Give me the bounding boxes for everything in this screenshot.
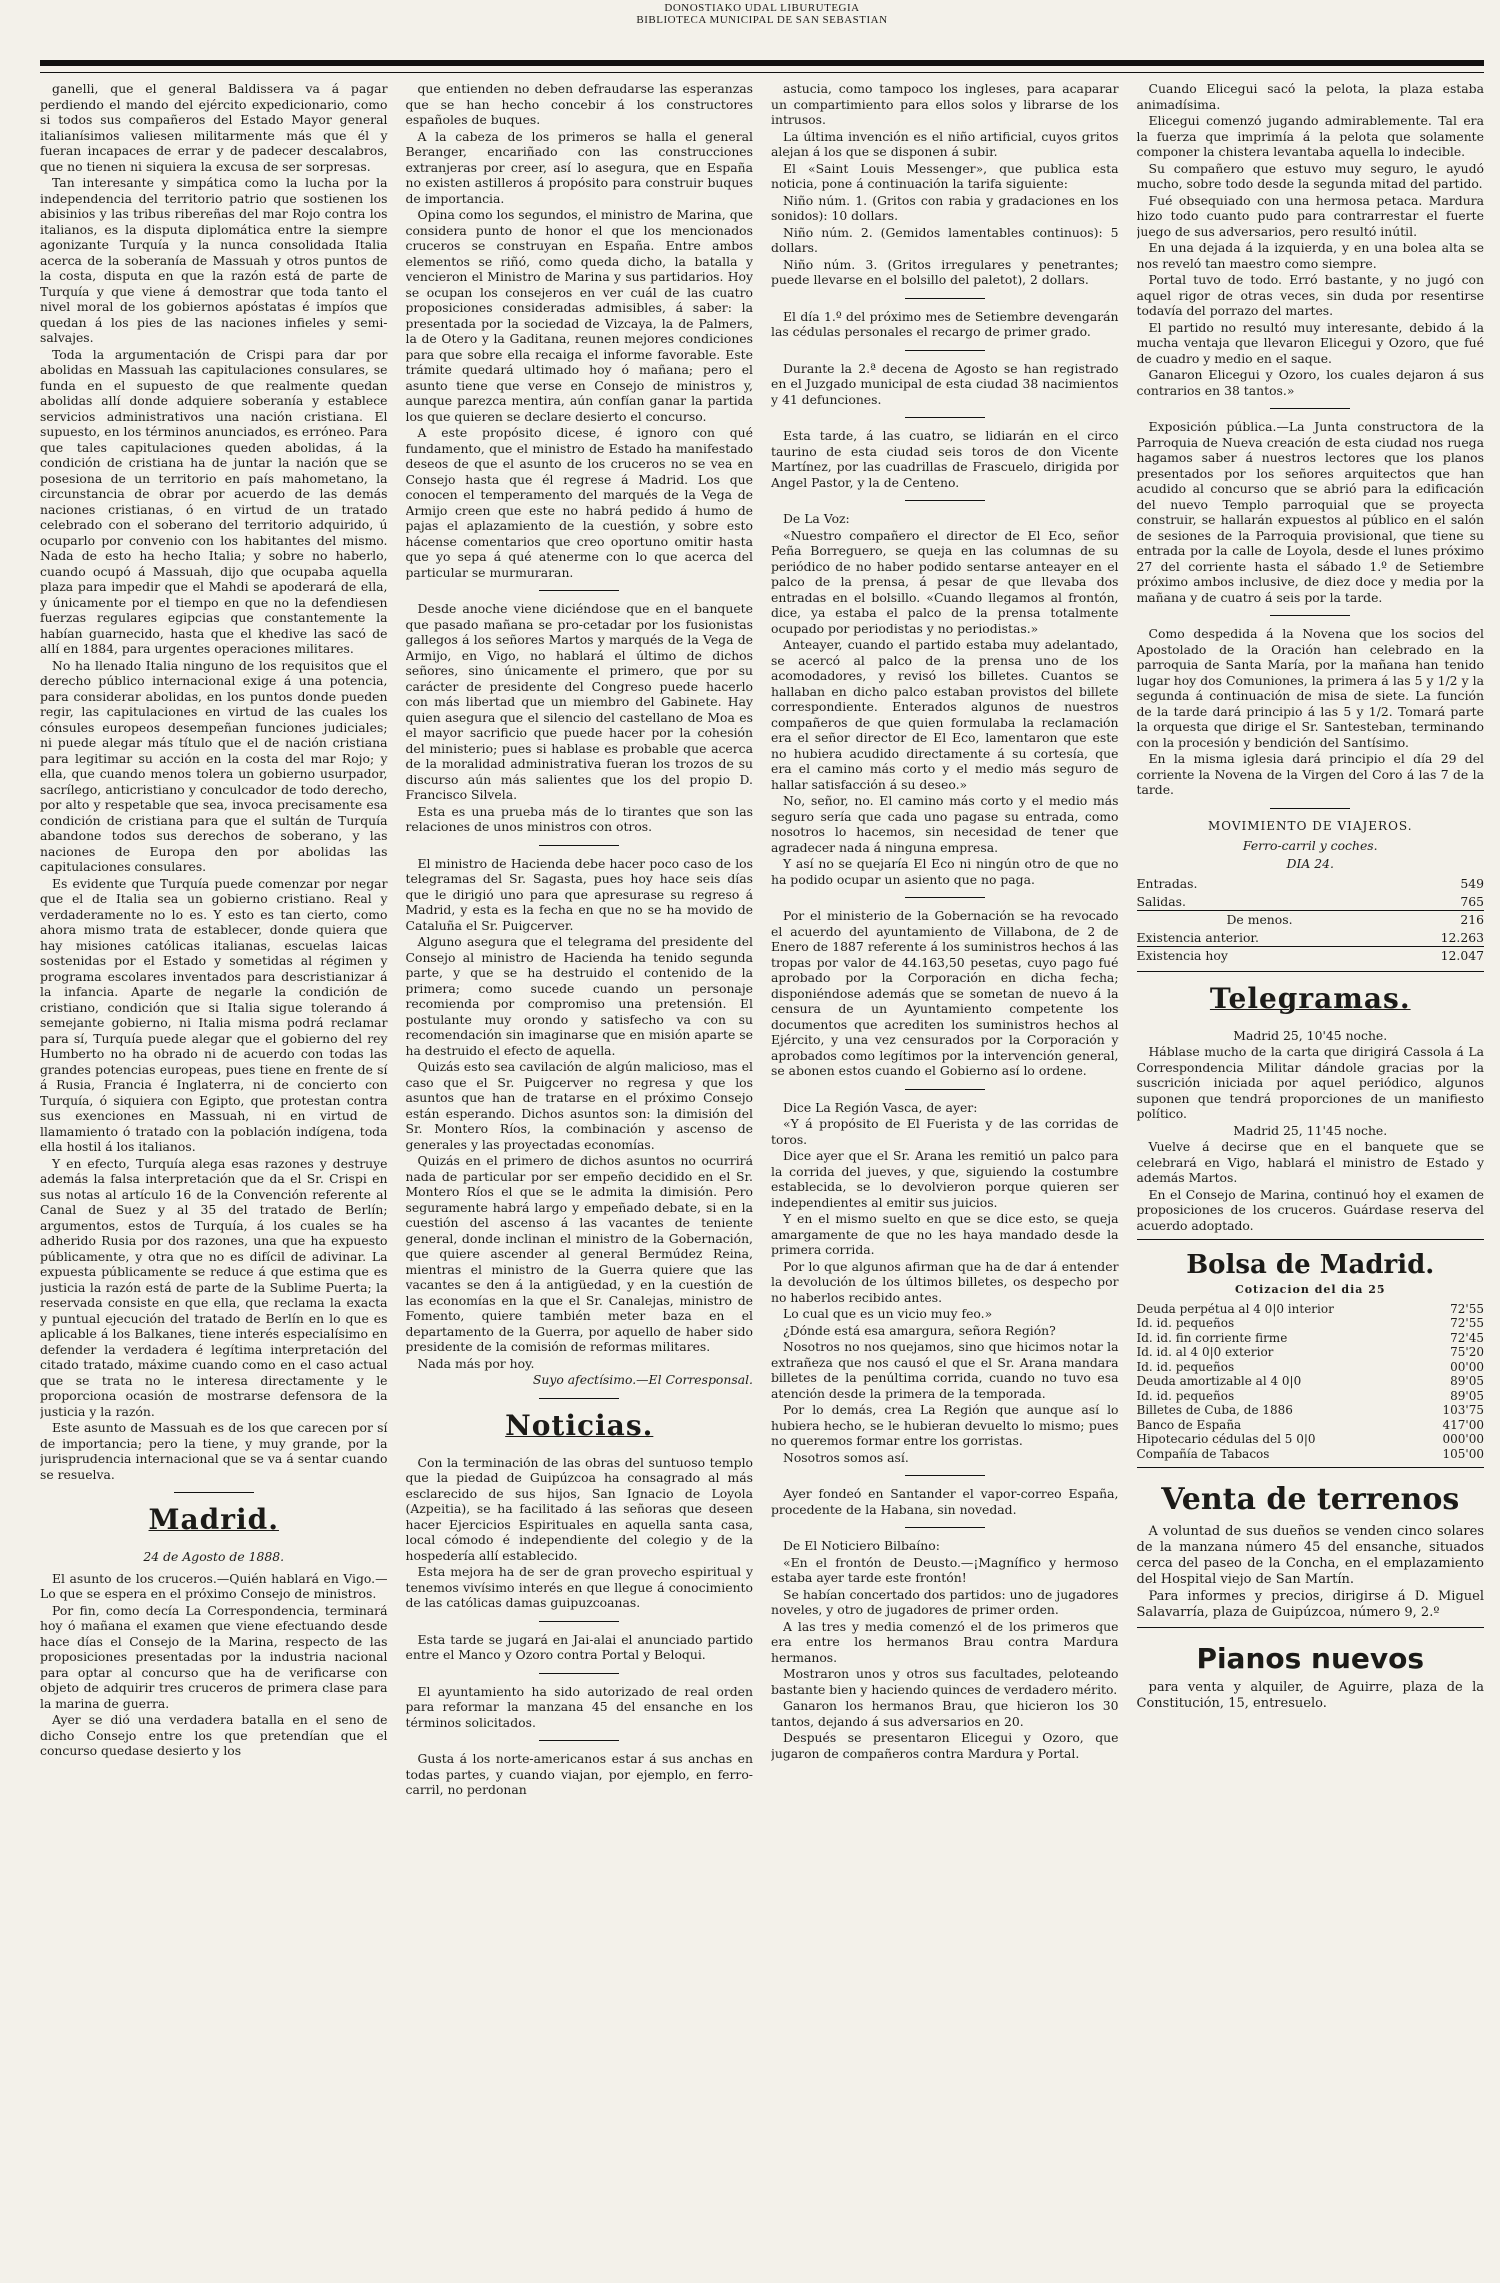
paragraph: Ayer fondeó en Santander el vapor-correo España, procedente de la Habana, sin novedad. [771, 1486, 1119, 1517]
table-row [1137, 1447, 1485, 1462]
paragraph: Después se presentaron Elicegui y Ozoro, que jugaron de compañeros contra Mardura y Portal. [771, 1730, 1119, 1761]
paragraph: Como despedida á la Novena que los socios del Apostolado de la Oración han celebrado en la parroquia de Santa María, por la mañana han tenido lugar hoy dos Comuniones, la primera á las 5 y 1/2 y la segunda á continuación de misa de siete. La función de la tarde dará principio á las 5 y 1/2. Tomará parte la orquesta que dirige el Sr. Santesteban, terminando con la procesión y bendición del Santísimo. [1136, 626, 1484, 750]
paragraph: Es evidente que Turquía puede comenzar por negar que el de Italia sea un gobierno cristiano. Real y verdaderamente no lo es. Y esto es tan cierto, como ahora mismo trata de establecer, donde quiera que hay misiones católicas italianas, escuelas laicas sostenidas por el Estado y sometidas al régimen y programa escolares inventados para descristianizar á la infancia. Aparte de negarle la condición de cristiano, condición que si Italia sigue tolerando á semejante gobierno, ni Italia misma podrá reclamar para sí, Turquía puede alegar que el gobierno del rey Humberto no ha obrado ni de acuerdo con todas las grandes potencias europeas, pues tiene en frente de sí á Rusia, Francia é Inglaterra, ni de concierto con Turquía, ó siquiera con Egipto, que protestan contra sus exenciones en Massuah, ni en virtud de llamamiento ó tratado con la población indígena, toda ella hostil á los italianos. [40, 875, 388, 1154]
paragraph: Este asunto de Massuah es de los que carecen por sí de importancia; pero la tiene, y muy grande, por la jurisprudencia internacional que se va á sentar cuando se resuelva. [40, 1420, 388, 1482]
ad-venta-body: A voluntad de sus dueños se venden cinco solares de la manzana número 45 del ensanche, situados cerca del paseo de la Concha, en el emplazamiento del Hospital viejo de San Martín. [1136, 1524, 1484, 1587]
paragraph: Quizás en el primero de dichos asuntos no ocurrirá nada de particular por ser empeño decidido en el Sr. Montero Ríos el que se le admita la dimisión. Pero seguramente habrá largo y empeñado debate, si en la cuestión del ascenso á las vacantes de teniente general, donde inclinan el ministro de la Gobernación, que quiere ascender al general Bermúdez Reina, mientras el ministro de la Guerra quiere que las vacantes se den á la antigüedad, y en la cuestión de las economías en la que el Sr. Canalejas, ministro de Fomento, quiere también meter baza en el departamento de la Guerra, por aquello de haber sido presidente de la comisión de reformas militares. [405, 1153, 753, 1354]
section-heading-telegramas: Telegramas. [1209, 981, 1411, 1015]
paragraph: Ganaron Elicegui y Ozoro, los cuales dejaron á sus contrarios en 38 tantos.» [1136, 367, 1484, 398]
row-value: 216 [1408, 911, 1484, 929]
table-row [1137, 1331, 1485, 1346]
row-label: Id. id. al 4 0|0 exterior [1136, 1345, 1274, 1359]
separator [905, 500, 985, 501]
paragraph: Nosotros somos así. [783, 1449, 909, 1465]
library-header [40, 0, 1484, 26]
ad-pianos-body: para venta y alquiler, de Aguirre, plaza de la Constitución, 15, entresuelo. [1136, 1680, 1484, 1711]
paragraph: Cuando Elicegui sacó la pelota, la plaza estaba animadísima. [1136, 81, 1484, 112]
separator [1137, 971, 1485, 972]
paragraph: «Nuestro compañero el director de El Eco, señor Peña Borreguero, se queja en las columnas de su periódico de no haber podido sentarse anteayer en el palco de la prensa, á pesar de que llevaba dos entradas en el bolsillo. «Cuando llegamos al frontón, dice, ya estaba el palco de la prensa totalmente ocupado por periodistas y no periodistas.» [771, 527, 1119, 636]
row-value: 12.047 [1408, 947, 1484, 965]
row-label: Existencia hoy [1137, 947, 1409, 965]
paragraph: Dice ayer que el Sr. Arana les remitió un palco para la corrida del jueves, y que, siguiendo la costumbre establecida, se lo devolvieron porque quieren ser independientes al emitir sus juicios. [771, 1148, 1119, 1210]
table-row [1137, 1374, 1485, 1389]
table-row [1137, 1418, 1485, 1433]
paragraph: El día 1.º del próximo mes de Setiembre devengarán las cédulas personales el recargo de primer grado. [771, 308, 1119, 339]
columns [40, 81, 1484, 2271]
paragraph: Y en efecto, Turquía alega esas razones y destruye además la falsa interpretación que da el Sr. Crispi en sus notas al artículo 16 de la Convención referente al Canal de Suez y al 35 del tratado de Berlín; argumentos, estos de Turquía, á los cuales se ha adherido Rusia por dos razones, una que ha expuesto públicamente, y otra que no es difícil de adivinar. La expuesta públicamente se reduce á que estima que es justicia la razón está de parte de la Sublime Puerta; la reservada consiste en que ella, que reclama la exacta y puntual ejecución del tratado de Berlín en lo que es aplicable á los Balkanes, tiene interés especialísimo en defender la verdadera é legítima interpretación del citado tratado, máxime cuando como en el caso actual que se trata no le interesa directamente y le proporciona ocasión de mostrarse defensora de la justicia y la razón. [40, 1155, 388, 1419]
paragraph: El asunto de los cruceros.—Quién hablará en Vigo.—Lo que se espera en el próximo Consejo de ministros. [40, 1570, 388, 1601]
separator [539, 1740, 619, 1741]
paragraph: Exposición pública.—La Junta constructora de la Parroquia de Nueva creación de esta ciudad nos ruega hagamos saber á nuestros lectores que los planos presentados por los señores arquitectos que han acudido al concurso que se abrió para la edificación del nuevo Templo parroquial que se proyecta construir, se hallarán expuestos al público en el salón de sesiones de la Parroquia provisional, que tiene su entrada por la calle de Loyola, desde el lunes próximo 27 del corriente hasta el sábado 1.º de Setiembre próximo ambos inclusive, de diez doce y media por la mañana y de cuatro á seis por la tarde. [1136, 419, 1484, 605]
separator [905, 897, 985, 898]
separator [905, 1527, 985, 1528]
separator [905, 350, 985, 351]
row-value: 549 [1460, 876, 1484, 891]
ad-venta-contact: Para informes y precios, dirigirse á D. Miguel Salavarría, plaza de Guipúzcoa, número 9, 2.º [1136, 1589, 1484, 1620]
row-value: 103'75 [1442, 1403, 1484, 1417]
paragraph: A las tres y media comenzó el de los primeros que era entre los hermanos Brau contra Mardura hermanos. [771, 1618, 1119, 1665]
row-label: Deuda amortizable al 4 0|0 [1136, 1374, 1302, 1388]
col1-article [40, 81, 388, 1482]
paragraph: Por lo que algunos afirman que ha de dar á entender la devolución de los últimos billetes, os despecho por no haberlos recibido antes. [771, 1258, 1119, 1305]
row-value: 00'00 [1450, 1359, 1484, 1374]
separator [905, 298, 985, 299]
table-row [1137, 1432, 1485, 1447]
paragraph: A la cabeza de los primeros se halla el general Beranger, encariñado con las construcciones extranjeras por creer, así lo asegura, que en España no existen astilleros á propósito para construir buques de importancia. [405, 128, 753, 206]
separator [1270, 808, 1350, 809]
separator [905, 417, 985, 418]
bolsa-subtitle: Cotizacion del dia 25 [1234, 1283, 1386, 1296]
paragraph: que entienden no deben defraudarse las esperanzas que se han hecho concebir á los constructores españoles de buques. [405, 81, 753, 127]
top-rule-thin [40, 72, 1484, 73]
paragraph: Toda la argumentación de Crispi para dar por abolidas en Massuah las capitulaciones consulares, se funda en el supuesto de que realmente quedan abolidas allí donde adquiere soberanía y establece servicios administrativos una nación cristiana. El supuesto, en los términos anunciados, es erróneo. Para que tales capitulaciones queden abolidas, á la condición de cristiana ha de juntar la nación que se posesiona de un territorio en país mahometano, la circunstancia de obrar por acuerdo de las demás naciones cristianas, ó en virtud de un tratado celebrado con el soberano del territorio adquirido, ú ocuparlo por convenio con los habitantes del mismo. Nada de esto ha hecho Italia; y sobre no haberlo, cuando ocupó á Massuah, dijo que ocupaba aquella plaza para impedir que el Mahdi se apoderará de ella, y únicamente por el tiempo en que no la defendiesen fuerzas regulares egipcias que constantemente la habían guarnecido, hasta que el khedive las sacó de allí en 1884, para urgentes operaciones militares. [40, 346, 388, 656]
paragraph: Portal tuvo de todo. Erró bastante, y no jugó con aquel rigor de otras veces, sin duda por resentirse todavía del porrazo del martes. [1136, 272, 1484, 318]
paragraph: Quizás esto sea cavilación de algún malicioso, mas el caso que el Sr. Puigcerver no regresa y que los asuntos que han de tratarse en el próximo Consejo están esperando. Dichos asuntos son: la dimisión del Sr. Montero Ríos, la combinación y ascenso de generales y las proyectadas economías. [405, 1059, 753, 1152]
row-value: 12.263 [1440, 929, 1484, 945]
signoff: Suyo afectísimo.—El Corresponsal. [532, 1372, 753, 1387]
paragraph: En el Consejo de Marina, continuó hoy el examen de proposiciones de los cruceros. Guárdase reserva del acuerdo adoptado. [1136, 1186, 1484, 1233]
table-row [1137, 1316, 1485, 1331]
separator [539, 1398, 619, 1399]
section-heading-madrid: Madrid. [148, 1503, 279, 1536]
separator [539, 845, 619, 846]
paragraph: En una dejada á la izquierda, y en una bolea alta se nos reveló tan maestro como siempre. [1136, 240, 1484, 271]
separator [1137, 1627, 1485, 1628]
row-label: Id. id. pequeños [1136, 1359, 1235, 1374]
table-row [1137, 947, 1485, 965]
paragraph: Con la terminación de las obras del suntuoso templo que la piedad de Guipúzcoa ha consagrado al más esclarecido de sus hijos, San Ignacio de Loyola (Azpeitia), se ha facilitado á las señoras que deseen hacer Ejercicios Espirituales en aquella santa casa, local cómodo é independiente del colegio y de la hospedería allí establecido. [405, 1454, 753, 1563]
bolsa-title: Bolsa de Madrid. [1186, 1250, 1435, 1280]
paragraph: El ministro de Hacienda debe hacer poco caso de los telegramas del Sr. Sagasta, pues hoy hace seis días que le dirigió uno para que apresurase su regreso á Madrid, y esta es la fecha en que no se ha movido de Cataluña el Sr. Puigcerver. [405, 855, 753, 933]
row-value: 417'00 [1442, 1417, 1484, 1432]
paragraph: De La Voz: [783, 511, 850, 526]
paragraph: Por lo demás, crea La Región que aunque así lo hubiera hecho, se le hubieran devuelto lo mismo; pues no queremos formar entre los gorristas. [771, 1402, 1119, 1448]
paragraph: Niño núm. 3. (Gritos irregulares y penetrantes; puede llevarse en el bolsillo del paletot), 2 dollars. [771, 256, 1119, 287]
paragraph: astucia, como tampoco los ingleses, para acaparar un compartimiento para ellos solos y librarse de los intrusos. [771, 81, 1119, 127]
paragraph: Desde anoche viene diciéndose que en el banquete que pasado mañana se pro-cetadar por los fusionistas gallegos á los señores Martos y marqués de la Vega de Armijo, en Vigo, no hablará el último de dichos señores, sino únicamente el primero, que por su carácter de presidente del Congreso puede hacerlo con más libertad que un miembro del Gabinete. Hay quien asegura que el silencio del castellano de Moa es el mayor sacrificio que puede hacer por la cohesión del ministerio; pues si hablase es probable que acerca de la moralidad administrativa fueran los trozos de su discurso aún más salientes que los del propio D. Francisco Silvela. [405, 601, 753, 802]
paragraph: Mostraron unos y otros sus facultades, peloteando bastante bien y haciendo quinces de verdadero mérito. [771, 1666, 1119, 1697]
row-label: Compañía de Tabacos [1136, 1446, 1270, 1461]
ad-pianos-title: Pianos nuevos [1196, 1642, 1425, 1675]
paragraph: Ganaron los hermanos Brau, que hicieron los 30 tantos, dejando á sus adversarios en 20. [771, 1698, 1119, 1729]
table-row [1137, 1345, 1485, 1360]
column-4 [1137, 81, 1485, 2271]
paragraph: Fué obsequiado con una hermosa petaca. Mardura hizo todo cuanto pudo para contrarrestar el fuerte juego de sus adversarios, pero resultó inútil. [1136, 192, 1484, 239]
paragraph: Elicegui comenzó jugando admirablemente. Tal era la fuerza que imprimía á la pelota que solamente componer la chistera levantaba aquella lo indecible. [1136, 113, 1484, 159]
separator [539, 1621, 619, 1622]
paragraph: El ayuntamiento ha sido autorizado de real orden para reformar la manzana 45 del ensanche en los términos solicitados. [405, 1683, 753, 1730]
paragraph: Y así no se quejaría El Eco ni ningún otro de que no ha podido ocupar un asiento que no paga. [771, 856, 1119, 887]
library-header-spanish: BIBLIOTECA MUNICIPAL DE SAN SEBASTIAN [636, 14, 888, 26]
paragraph: Dice La Región Vasca, de ayer: [783, 1099, 978, 1115]
paragraph: No ha llenado Italia ninguno de los requisitos que el derecho público internacional exige á una potencia, para considerar abolidas, en los puntos donde pueden regir, las capitulaciones en virtud de las cuales los cónsules europeos desempeñan funciones judiciales; ni puede alegar más título que el de nación cristiana para legitimar su acción en la costa del mar Rojo; y ella, que cuando menos tolera un gobierno usurpador, sacrílego, anticristiano y conculcador de todo derecho, por alto y respetable que sea, invoca precisamente esa condición de cristiana para que el sultán de Turquía abandone todos sus derechos de soberano, y las naciones de Europa den por abolidas las capitulaciones consulares. [40, 657, 388, 874]
telegram-dateline: Madrid 25, 10'45 noche. [1233, 1027, 1388, 1043]
row-label: Billetes de Cuba, de 1886 [1136, 1403, 1293, 1417]
table-row [1137, 1389, 1485, 1404]
paragraph: Nada más por hoy. [417, 1355, 535, 1371]
movimiento-viajeros [1137, 819, 1485, 965]
separator [1270, 408, 1350, 409]
paragraph: Niño núm. 2. (Gemidos lamentables continuos): 5 dollars. [771, 224, 1119, 255]
bolsa-table [1137, 1302, 1485, 1462]
dateline: 24 de Agosto de 1888. [143, 1549, 285, 1564]
row-value: 765 [1460, 893, 1484, 909]
paragraph: Ayer se dió una verdadera batalla en el seno de dicho Consejo entre los que pretendían que el concurso quedase desierto y los [40, 1712, 388, 1758]
paragraph: A este propósito dicese, é ignoro con qué fundamento, que el ministro de Estado ha manifestado deseos de que el asunto de los cruceros no se vea en Consejo hasta que él regrese á Madrid. Los que conocen el temperamento del marqués de la Vega de Armijo creen que este no habrá pedido á humo de pajas el aplazamiento de la cuestión, y sobre esto hácense comentarios que creo oportuno omitir hasta que yo sepa á qué atenerme con lo que acerca del particular se murmuraran. [405, 425, 753, 580]
row-label: Banco de España [1136, 1417, 1242, 1432]
top-rule [40, 60, 1484, 66]
paragraph: Anteayer, cuando el partido estaba muy adelantado, se acercó al palco de la prensa uno de los acomodadores, y revisó los billetes. Cuantos se hallaban en dicho palco estaban provistos del billete correspondiente. Enterados algunos de nuestros compañeros de que quien formulaba la reclamación era el señor director de El Eco, lamentaron que este no hubiera acudido directamente á su cortesía, que era el camino más corto y el medio más seguro de hallar satisfacción á su deseo.» [771, 637, 1119, 792]
paragraph: Esta tarde se jugará en Jai-alai el anunciado partido entre el Manco y Ozoro contra Portal y Beloqui. [405, 1631, 753, 1662]
column-1 [40, 81, 388, 2271]
paragraph: Gusta á los norte-americanos estar á sus anchas en todas partes, y cuando viajan, por ejemplo, en ferro-carril, no perdonan [405, 1751, 753, 1797]
paragraph: Y en el mismo suelto en que se dice esto, se queja amargamente de que no les haya mandado desde la primera corrida. [771, 1211, 1119, 1257]
paragraph: De El Noticiero Bilbaíno: [783, 1538, 940, 1553]
paragraph: Nosotros no nos quejamos, sino que hicimos notar la extrañeza que nos causó el que el Sr. Arana mandara billetes de la penúltima corrida, cuando no tuvo esa atención desde la primera de la temporada. [771, 1339, 1119, 1401]
table-row [1137, 1360, 1485, 1375]
paragraph: Esta es una prueba más de lo tirantes que son las relaciones de unos ministros con otros. [405, 803, 753, 834]
movimiento-table [1137, 875, 1485, 965]
movimiento-title: MOVIMIENTO DE VIAJEROS. [1207, 818, 1413, 833]
row-label: Deuda perpétua al 4 0|0 interior [1136, 1301, 1334, 1316]
paragraph: El partido no resultó muy interesante, debido á la mucha ventaja que llevaron Elicegui y Ozoro, que fué de cuadro y medio en el saque. [1136, 319, 1484, 366]
paragraph: El «Saint Louis Messenger», que publica esta noticia, pone á continuación la tarifa siguiente: [771, 160, 1119, 191]
paragraph: No, señor, no. El camino más corto y el medio más seguro sería que cada uno pagase su entrada, como nosotros lo hacemos, sin necesidad de tener que agradecer nada á ninguna empresa. [771, 793, 1119, 855]
paragraph: Se habían concertado dos partidos: uno de jugadores noveles, y otro de jugadores de primer orden. [771, 1586, 1119, 1617]
paragraph: Esta tarde, á las cuatro, se lidiarán en el circo taurino de esta ciudad seis toros de don Vicente Martínez, por las cuadrillas de Frascuelo, dirigida por Angel Pastor, y la de Centeno. [771, 428, 1119, 490]
row-value: 000'00 [1442, 1432, 1484, 1446]
row-value: 75'20 [1450, 1345, 1484, 1359]
paragraph: «En el frontón de Deusto.—¡Magnífico y hermoso estaba ayer tarde este frontón! [771, 1554, 1119, 1585]
library-header-basque: DONOSTIAKO UDAL LIBURUTEGIA [664, 2, 860, 14]
column-2 [406, 81, 754, 2271]
row-value: 105'00 [1442, 1446, 1484, 1461]
paragraph: Tan interesante y simpática como la lucha por la independencia del territorio patrio que sostienen los abisinios y las tribus ribereñas del mar Rojo contra los italianos, es la disputa diplomática entre la siempre agonizante Turquía y la nunca consolidada Italia acerca de la soberanía de Massuah y otros puntos de la costa, disputa en que la razón está de parte de Turquía y que viene á demostrar que toda tanto el nivel moral de los gobiernos apóstatas é impíos que quedan á los pies de las naciones infieles y semi-salvajes. [40, 175, 388, 345]
row-label: Entradas. [1136, 876, 1198, 891]
table-row [1137, 1302, 1485, 1317]
row-label: Id. id. pequeños [1136, 1316, 1235, 1330]
separator [539, 1673, 619, 1674]
paragraph: Niño núm. 1. (Gritos con rabia y gradaciones en los sonidos): 10 dollars. [771, 192, 1119, 223]
separator [1137, 1239, 1485, 1240]
paragraph: Opina como los segundos, el ministro de Marina, que considera punto de honor el que los mencionados cruceros se construyan en España. Entre ambos elementos se riñó, como queda dicho, la batalla y vencieron el Ministro de Marina y sus partidarios. Hoy se ocupan los consejeros en ver cuál de las cuatro proposiciones consideradas admisibles, á saber: la presentada por la sociedad de Vizcaya, la de Palmers, la de Otero y la Gaditana, reunen mejores condiciones para que sobre ella recaiga el informe favorable. Este trámite quedará ultimado hoy ó mañana; pero el asunto tiene que verse en Consejo de ministros y, aunque parezca mentira, aún confían ganar la partida los que quieren se declare desierto el concurso. [405, 207, 753, 424]
row-label: Hipotecario cédulas del 5 0|0 [1136, 1432, 1316, 1446]
row-label: Existencia anterior. [1136, 929, 1259, 945]
separator [905, 1089, 985, 1090]
paragraph: Esta mejora ha de ser de gran provecho espiritual y tenemos vivísimo interés en que llegue á conocimiento de las católicas damas guipuzcoanas. [405, 1564, 753, 1610]
row-label: Id. id. fin corriente firme [1136, 1330, 1288, 1345]
movimiento-day: DIA 24. [1286, 855, 1334, 871]
row-value: 72'55 [1450, 1316, 1484, 1330]
paragraph: «Y á propósito de El Fuerista y de las corridas de toros. [771, 1116, 1119, 1147]
paragraph: Por el ministerio de la Gobernación se ha revocado el acuerdo del ayuntamiento de Villabona, de 2 de Enero de 1887 referente á los suministros hechos á las tropas por valor de 44.163,50 pesetas, cuyo pago fué aprobado por la Corporación en dicha fecha; disponiéndose además que se sometan de nuevo á la censura de un Ayuntamiento competente los documentos que acrediten los suministros hechos al Ejército, y una vez censurados por la Corporación y aprobados como legítimos por la intervención general, se abonen estos cuando el Gobierno así lo ordene. [771, 908, 1119, 1078]
paragraph: Durante la 2.ª decena de Agosto se han registrado en el Juzgado municipal de esta ciudad 38 nacimientos y 41 defunciones. [771, 360, 1119, 407]
table-row [1137, 893, 1485, 911]
paragraph: En la misma iglesia dará principio el día 29 del corriente la Novena de la Virgen del Coro á las 7 de la tarde. [1136, 751, 1484, 797]
table-row [1137, 911, 1485, 929]
paragraph: Su compañero que estuvo muy seguro, le ayudó mucho, sobre todo desde la segunda mitad del partido. [1136, 160, 1484, 191]
table-row [1137, 1403, 1485, 1418]
telegram-dateline: Madrid 25, 11'45 noche. [1233, 1122, 1388, 1138]
row-value: 89'05 [1450, 1374, 1484, 1388]
separator [1137, 1467, 1485, 1468]
section-heading-noticias: Noticias. [505, 1408, 654, 1442]
row-label: Id. id. pequeños [1136, 1388, 1235, 1403]
paragraph: Alguno asegura que el telegrama del presidente del Consejo al ministro de Hacienda ha tenido segunda parte, y que se ha destruido el contenido de la primera; como sucede cuando un personaje recomienda por compromiso una pretensión. El postulante muy orondo y satisfecho va con su recomendación sin imaginarse que en misión aparte se ha destruido el efecto de aquella. [405, 934, 753, 1058]
separator [539, 590, 619, 591]
paragraph: La última invención es el niño artificial, cuyos gritos alejan á los que se disponen á subir. [771, 128, 1119, 159]
paragraph: Por fin, como decía La Correspondencia, terminará hoy ó mañana el examen que viene efectuando desde hace días el Consejo de la Marina, respecto de las proposiciones presentadas por la industria nacional para optar al concurso que ha de verificarse con objeto de adquirir tres cruceros de primera clase para la marina de guerra. [40, 1602, 388, 1711]
ad-venta-title: Venta de terrenos [1161, 1482, 1460, 1517]
paragraph: Vuelve á decirse que en el banquete que se celebrará en Vigo, hablará el ministro de Estado y además Martos. [1136, 1139, 1484, 1185]
paragraph: Lo cual que es un vicio muy feo.» [783, 1306, 993, 1321]
row-label: Salidas. [1136, 893, 1186, 909]
separator [1270, 615, 1350, 616]
separator [174, 1492, 254, 1493]
paragraph: ¿Dónde está esa amargura, señora Región? [783, 1322, 1056, 1338]
row-value: 72'45 [1450, 1330, 1484, 1345]
paragraph: Háblase mucho de la carta que dirigirá Cassola á La Correspondencia Militar dándole gracias por la suscrición iniciada por aquel periódico, algunos suponen que tendrá proporciones de un manifiesto político. [1136, 1044, 1484, 1121]
row-label: De menos. [1137, 911, 1409, 929]
column-3 [771, 81, 1119, 2271]
table-row [1137, 929, 1485, 947]
separator [905, 1475, 985, 1476]
table-row [1137, 875, 1485, 893]
row-value: 72'55 [1450, 1301, 1484, 1316]
paragraph: ganelli, que el general Baldissera va á pagar perdiendo el mando del ejército expedicionario, como si todos sus compañeros del Estado Mayor general italianísimos valiesen militarmente más que él y fueran incapaces de errar y de padecer descalabros, que no tienen ni siquiera la excusa de ser sorpresas. [40, 81, 388, 174]
movimiento-subtitle: Ferro-carril y coches. [1242, 838, 1378, 853]
row-value: 89'05 [1450, 1388, 1484, 1403]
